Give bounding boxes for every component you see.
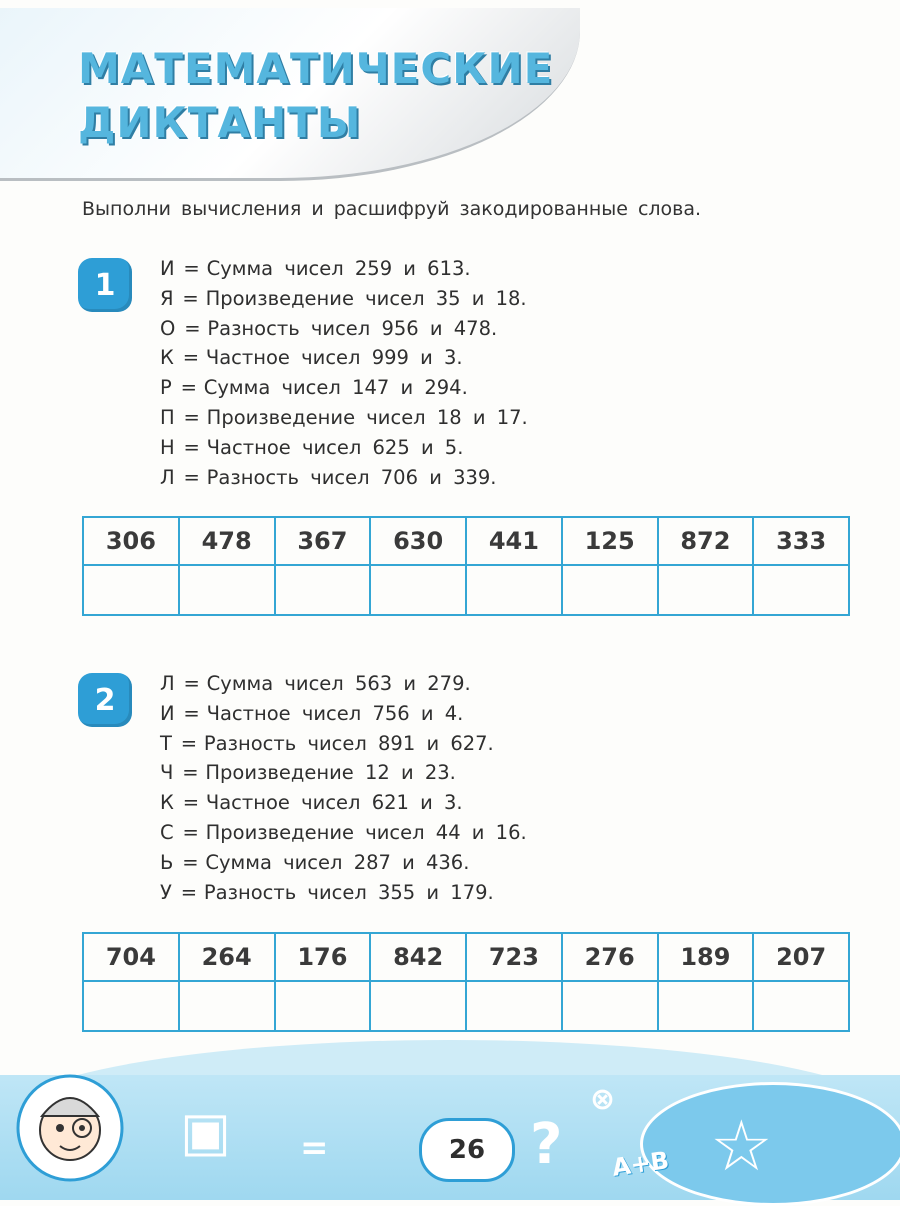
task-1-clues (160, 254, 528, 492)
puzzle-square-icon: ▣ (180, 1100, 232, 1163)
clue-item: О = Разность чисел 956 и 478. (160, 316, 498, 340)
page-title (78, 42, 553, 150)
answer-cell[interactable] (466, 565, 562, 615)
code-cell: 276 (562, 933, 658, 981)
a-plus-b-decoration: A+B (610, 1146, 671, 1182)
answer-cell[interactable] (370, 565, 466, 615)
answer-row (83, 981, 849, 1031)
clue-item: К = Частное чисел 621 и 3. (160, 791, 463, 815)
question-mark-icon: ? (530, 1112, 563, 1177)
star-icon: ☆ (710, 1105, 773, 1187)
task-2-code-table (82, 932, 850, 1032)
task-1-badge: 1 (78, 258, 132, 312)
answer-cell[interactable] (370, 981, 466, 1031)
answer-cell[interactable] (658, 981, 754, 1031)
clue-item: Ч = Произведение 12 и 23. (160, 761, 456, 785)
clue-item: И = Сумма чисел 259 и 613. (160, 257, 471, 280)
task-1-code-table (82, 516, 850, 616)
clue-item: Т = Разность чисел 891 и 627. (160, 731, 494, 755)
answer-cell[interactable] (83, 981, 179, 1031)
clue-item: Л = Сумма чисел 563 и 279. (160, 672, 471, 695)
code-cell: 189 (658, 933, 754, 981)
answer-row (83, 565, 849, 615)
code-cell: 630 (370, 517, 466, 565)
clue-item: Л = Разность чисел 706 и 339. (160, 465, 497, 489)
title-line-1: МАТЕМАТИЧЕСКИЕ (78, 44, 554, 93)
code-cell: 478 (179, 517, 275, 565)
clue-item: К = Частное чисел 999 и 3. (160, 346, 463, 370)
code-cell: 176 (275, 933, 371, 981)
page-number: 26 (419, 1118, 515, 1182)
multiply-icon: ⊗ (590, 1082, 616, 1117)
answer-cell[interactable] (275, 981, 371, 1031)
clue-item: П = Произведение чисел 18 и 17. (160, 405, 528, 429)
code-cell: 723 (466, 933, 562, 981)
clue-item: У = Разность чисел 355 и 179. (160, 880, 494, 904)
answer-cell[interactable] (562, 981, 658, 1031)
clue-item: С = Произведение чисел 44 и 16. (160, 820, 527, 844)
answer-cell[interactable] (753, 981, 849, 1031)
code-cell: 125 (562, 517, 658, 565)
answer-cell[interactable] (83, 565, 179, 615)
answer-cell[interactable] (562, 565, 658, 615)
answer-cell[interactable] (179, 565, 275, 615)
answer-cell[interactable] (753, 565, 849, 615)
code-cell: 704 (83, 933, 179, 981)
code-cell: 842 (370, 933, 466, 981)
title-line-2: ДИКТАНТЫ (78, 98, 362, 147)
code-row (83, 517, 849, 565)
mascot-illustration (10, 1058, 128, 1188)
equals-icon: = (300, 1128, 329, 1168)
answer-cell[interactable] (658, 565, 754, 615)
code-cell: 333 (753, 517, 849, 565)
answer-cell[interactable] (275, 565, 371, 615)
code-cell: 367 (275, 517, 371, 565)
code-cell: 306 (83, 517, 179, 565)
clue-item: Р = Сумма чисел 147 и 294. (160, 376, 468, 400)
instruction-text: Выполни вычисления и расшифруй закодированные слова. (82, 198, 702, 220)
code-cell: 441 (466, 517, 562, 565)
clue-item: Ь = Сумма чисел 287 и 436. (160, 850, 470, 874)
code-row (83, 933, 849, 981)
code-cell: 207 (753, 933, 849, 981)
task-2-badge: 2 (78, 673, 132, 727)
answer-cell[interactable] (179, 981, 275, 1031)
code-cell: 872 (658, 517, 754, 565)
clue-item: Н = Частное чисел 625 и 5. (160, 435, 464, 459)
task-2-clues (160, 669, 527, 907)
code-cell: 264 (179, 933, 275, 981)
clue-item: И = Частное чисел 756 и 4. (160, 701, 464, 725)
clue-item: Я = Произведение чисел 35 и 18. (160, 286, 527, 310)
answer-cell[interactable] (466, 981, 562, 1031)
